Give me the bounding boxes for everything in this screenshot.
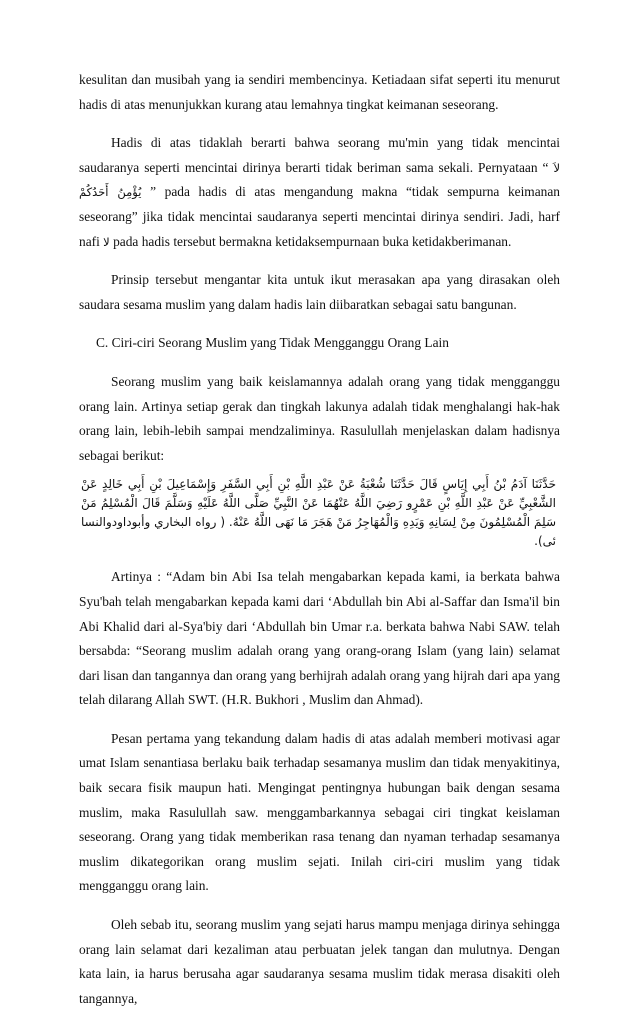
paragraph-continuation: kesulitan dan musibah yang ia sendiri membencinya. Ketiadaan sifat seperti itu menurut hadis di atas menunjukkan kurang atau lemahnya tingkat keimanan seseorang. [79,72,560,112]
paragraph-conclusion: Oleh sebab itu, seorang muslim yang sejati harus mampu menjaga dirinya sehingga orang lain selamat dari kezaliman atau perbuatan jelek tangan dan mulutnya. Dengan kata lain, ia harus berusaha agar saudaranya sesama muslim tidak merasa disakiti oleh tangannya, [79,917,560,1006]
paragraph-iman-explanation [79,131,560,254]
paragraph-first-message: Pesan pertama yang tekandung dalam hadis di atas adalah memberi motivasi agar umat Islam senantiasa berlaku baik terhadap sesamanya muslim dan tidak menyakitinya, baik secara fisik maupun hati. Mengingat pentingnya hubungan baik dengan sesama muslim, maka Rasulullah saw. menggambarkannya sebagai ciri tingkat keislaman seseorang. Orang yang tidak memberikan rasa tenang dan nyaman terhadap sesamanya muslim dikategorikan orang muslim sejati. Inilah ciri-ciri muslim yang tidak mengganggu orang lain. [79,730,560,894]
paragraph-text: Hadis di atas tidaklah berarti bahwa seorang mu'min yang tidak mencintai saudaranya seperti mencintai dirinya berarti tidak beriman sama sekali. Pernyataan “ [79,135,560,175]
section-heading: C. Ciri-ciri Seorang Muslim yang Tidak Mengganggu Orang Lain [96,335,449,351]
arabic-harf-nafi: لا [103,234,110,249]
arabic-hadith: حَدَّثَنَا آدَمُ بْنُ أَبِي إِيَاسٍ قَالَ حَدَّثَنَا شُعْبَةُ عَنْ عَبْدِ اللَّهِ بْنِ أَبِي السَّفَرِ وَإِسْمَاعِيلَ بْنِ أَبِي خَالِدٍ عَنْ الشَّعْبِيِّ عَنْ عَبْدِ اللَّهِ بْنِ عَمْرٍو رَضِيَ اللَّهُ عَنْهُمَا عَنْ النَّبِيِّ صَلَّى اللَّهُ عَلَيْهِ وَسَلَّمَ قَالَ الْمُسْلِمُ مَنْ سَلِمَ الْمُسْلِمُونَ مِنْ لِسَانِهِ وَيَدِهِ وَالْمُهَاجِرُ مَنْ هَجَرَ مَا نَهَى اللَّهُ عَنْهُ. ( رواه البخاري وأبوداودوالنسا ئى). [81,477,556,549]
paragraph-text: ” pada hadis di atas mengandung makna “tidak sempurna keimanan seseorang” jika tidak mencintai saudaranya seperti mencintai dirinya sendiri. Jadi, harf nafi [79,184,560,249]
paragraph-translation: Artinya : “Adam bin Abi Isa telah mengabarkan kepada kami, ia berkata bahwa Syu'bah telah mengabarkan kepada kami dari ‘Abdullah bin Abi al-Saffar dan Isma'il bin Abi Khalid dari al-Sya'biy dari ‘Abdullah bin Umar r.a. berkata bahwa Nabi SAW. telah bersabda: “Seorang muslim adalah orang yang orang-orang Islam (yang lain) selamat dari lisan dan tangannya dan orang yang berhijrah adalah orang yang hijrah dari apa yang telah dilarang Allah SWT. (H.R. Bukhori , Muslim dan Ahmad). [79,569,560,708]
paragraph-intro-hadith: Seorang muslim yang baik keislamannya adalah orang yang tidak mengganggu orang lain. Artinya setiap gerak dan tingkah lakunya adalah tidak menghalangi hak-hak orang lain, lebih-lebih sampai mendzaliminya. Rasulullah menjelaskan dalam hadisnya sebagai berikut: [79,373,560,463]
arabic-phrase: لاَ يُؤْمِنُ أَحَدُكُمْ [79,160,560,200]
paragraph-text: pada hadis tersebut bermakna ketidaksempurnaan buka ketidakberimanan. [109,233,512,249]
paragraph-principle: Prinsip tersebut mengantar kita untuk ikut merasakan apa yang dirasakan oleh saudara sesama muslim yang dalam hadis lain diibaratkan sebagai satu bangunan. [79,272,560,312]
